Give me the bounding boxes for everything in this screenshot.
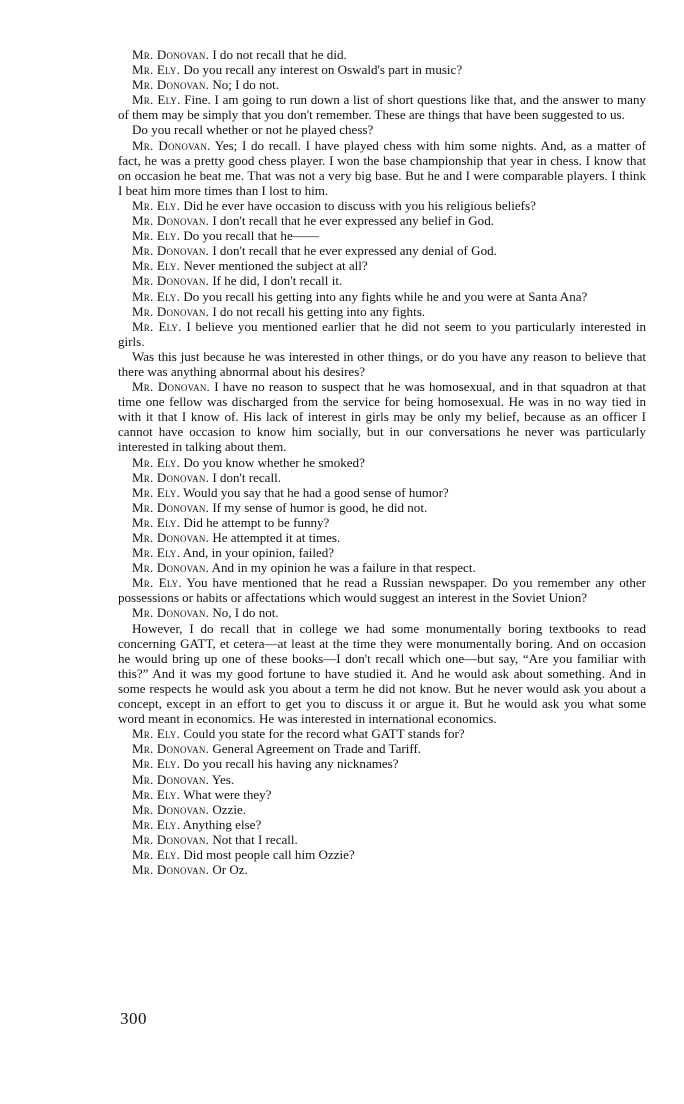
speaker-label: Mr. Donovan.	[132, 801, 210, 817]
transcript-paragraph	[118, 349, 646, 379]
transcript-paragraph	[118, 47, 646, 62]
paragraph-text: I don't recall.	[212, 469, 281, 485]
transcript-paragraph	[118, 741, 646, 756]
speaker-label: Mr. Ely.	[132, 318, 182, 334]
transcript-paragraph	[118, 756, 646, 771]
transcript-paragraph	[118, 77, 646, 92]
transcript-paragraph	[118, 138, 646, 198]
paragraph-text: I do not recall his getting into any fights.	[212, 303, 426, 319]
paragraph-text: I believe you mentioned earlier that he did not seem to you particularly interested in girls.	[118, 318, 646, 349]
transcript-paragraph	[118, 560, 646, 575]
transcript-paragraph	[118, 802, 646, 817]
paragraph-text: I don't recall that he ever expressed any denial of God.	[212, 243, 497, 259]
speaker-label: Mr. Ely.	[132, 484, 181, 500]
speaker-label: Mr. Ely.	[132, 62, 181, 78]
speaker-label: Mr. Donovan.	[132, 741, 210, 757]
transcript-paragraph	[118, 455, 646, 470]
transcript-paragraph	[118, 726, 646, 741]
speaker-label: Mr. Donovan.	[132, 530, 210, 545]
paragraph-text: Did he attempt to be funny?	[183, 514, 330, 530]
transcript-paragraph	[118, 258, 646, 273]
paragraph-text: Do you recall his having any nicknames?	[183, 756, 399, 772]
transcript-paragraph	[118, 817, 646, 832]
speaker-label: Mr. Ely.	[132, 786, 181, 802]
speaker-label: Mr. Donovan.	[132, 137, 211, 153]
paragraph-text: Never mentioned the subject at all?	[183, 258, 368, 274]
paragraph-text: And, in your opinion, failed?	[182, 545, 335, 561]
paragraph-text: What were they?	[183, 786, 272, 802]
speaker-label: Mr. Ely.	[132, 228, 181, 244]
paragraph-text: If my sense of humor is good, he did not.	[212, 499, 428, 515]
paragraph-text: Yes; I do recall. I have played chess with him some nights. And, as a matter of fact, he was a pretty good chess player. I won the base championship that year in chess. I know that on occasion he beat me. That was not a very big base. But he and I were comparable players. I think I beat him more times than I lost to him.	[118, 137, 647, 198]
paragraph-text: I don't recall that he ever expressed any belief in God.	[212, 213, 494, 229]
paragraph-text: And in my opinion he was a failure in that respect.	[211, 560, 476, 576]
paragraph-text: If he did, I don't recall it.	[212, 273, 343, 289]
speaker-label: Mr. Ely.	[132, 514, 181, 530]
transcript-paragraph	[118, 545, 646, 560]
transcript-paragraph	[118, 530, 646, 545]
paragraph-text: Could you state for the record what GATT stands for?	[183, 726, 465, 742]
speaker-label: Mr. Ely.	[132, 575, 182, 591]
transcript-paragraph	[118, 575, 646, 605]
speaker-label: Mr. Ely.	[132, 726, 181, 742]
paragraph-text: Was this just because he was interested in other things, or do you have any reason to believe that there was anything abnormal about his desires?	[118, 348, 646, 379]
paragraph-text: Would you say that he had a good sense of humor?	[183, 484, 449, 500]
speaker-label: Mr. Donovan.	[132, 499, 210, 515]
transcript-paragraph	[118, 304, 646, 319]
speaker-label: Mr. Donovan.	[132, 862, 210, 878]
transcript-paragraph	[118, 605, 646, 620]
speaker-label: Mr. Donovan.	[132, 243, 210, 259]
speaker-label: Mr. Donovan.	[132, 560, 210, 576]
paragraph-text: Do you recall his getting into any fights while he and you were at Santa Ana?	[183, 288, 588, 304]
speaker-label: Mr. Ely.	[132, 846, 181, 862]
transcript-paragraph	[118, 832, 646, 847]
speaker-label: Mr. Donovan.	[132, 303, 210, 319]
paragraph-text: Anything else?	[182, 816, 262, 832]
transcript-paragraph	[118, 847, 646, 862]
transcript-paragraph	[118, 787, 646, 802]
transcript-paragraph	[118, 228, 646, 243]
paragraph-text: I do not recall that he did.	[212, 47, 347, 62]
speaker-label: Mr. Donovan.	[132, 771, 210, 787]
transcript-paragraph	[118, 213, 646, 228]
paragraph-text: Did he ever have occasion to discuss with you his religious beliefs?	[183, 197, 536, 213]
paragraph-text: Fine. I am going to run down a list of short questions like that, and the answer to many of them may be simply that you don't remember. These are things that have been suggested to us.	[118, 92, 646, 123]
transcript-paragraph	[118, 485, 646, 500]
speaker-label: Mr. Ely.	[132, 545, 181, 561]
speaker-label: Mr. Ely.	[132, 258, 181, 274]
speaker-label: Mr. Donovan.	[132, 77, 210, 93]
transcript-paragraph	[118, 319, 646, 349]
transcript-paragraph	[118, 289, 646, 304]
transcript-paragraph	[118, 122, 646, 137]
speaker-label: Mr. Donovan.	[132, 831, 210, 847]
transcript-paragraph	[118, 379, 646, 454]
transcript-paragraph	[118, 198, 646, 213]
speaker-label: Mr. Donovan.	[132, 605, 210, 621]
paragraph-text: Or Oz.	[212, 862, 248, 878]
speaker-label: Mr. Donovan.	[132, 379, 211, 395]
paragraph-text: He attempted it at times.	[212, 530, 341, 545]
transcript-paragraph	[118, 621, 646, 727]
speaker-label: Mr. Ely.	[132, 92, 181, 108]
speaker-label: Mr. Donovan.	[132, 47, 210, 62]
transcript-paragraph	[118, 92, 646, 122]
paragraph-text: General Agreement on Trade and Tariff.	[212, 741, 422, 757]
paragraph-text: You have mentioned that he read a Russian newspaper. Do you remember any other possessions or habits or affectations which would suggest an interest in the Soviet Union?	[118, 575, 647, 606]
speaker-label: Mr. Ely.	[132, 756, 181, 772]
page-number: 300	[120, 1009, 147, 1028]
transcript-paragraph	[118, 772, 646, 787]
transcript-body	[118, 47, 646, 877]
paragraph-text: No, I do not.	[212, 605, 279, 621]
transcript-paragraph	[118, 500, 646, 515]
speaker-label: Mr. Ely.	[132, 288, 181, 304]
paragraph-text: Do you recall any interest on Oswald's part in music?	[183, 62, 463, 78]
speaker-label: Mr. Donovan.	[132, 213, 210, 229]
paragraph-text: Do you recall that he——	[183, 228, 319, 244]
paragraph-text: Do you recall whether or not he played chess?	[132, 122, 374, 138]
paragraph-text: Yes.	[211, 771, 235, 787]
transcript-paragraph	[118, 862, 646, 877]
transcript-paragraph	[118, 243, 646, 258]
speaker-label: Mr. Donovan.	[132, 469, 210, 485]
speaker-label: Mr. Ely.	[132, 816, 181, 832]
paragraph-text: No; I do not.	[212, 77, 280, 93]
speaker-label: Mr. Donovan.	[132, 273, 210, 289]
paragraph-text: However, I do recall that in college we had some monumentally boring textbooks to read concerning GATT, et cetera—at least at the time they were monumentally boring. And on occasion he would bring up one of these books—I don't recall which one—but say, “Are you familiar with this?” And it was my good fortune to have studied it. And he would ask about something. And in some respects he would ask you about a term he did not know. But he never would ask you about a concept, except in an effort to get you to discuss it or argue it. But he would ask you what some word meant in economics. He was interested in international economics.	[118, 620, 646, 727]
speaker-label: Mr. Ely.	[132, 197, 181, 213]
transcript-paragraph	[118, 470, 646, 485]
paragraph-text: Do you know whether he smoked?	[183, 454, 365, 470]
paragraph-text: I have no reason to suspect that he was homosexual, and in that squadron at that time one fellow was discharged from the service for being homosexual. He was in no way tied in with it that I know of. His lack of interest in girls may be only my belief, because as an officer I cannot have occasion to know him socially, but in our conversations he never was particularly interested in talking about them.	[118, 379, 646, 455]
speaker-label: Mr. Ely.	[132, 454, 181, 470]
paragraph-text: Did most people call him Ozzie?	[183, 846, 355, 862]
transcript-paragraph	[118, 62, 646, 77]
transcript-paragraph	[118, 515, 646, 530]
paragraph-text: Ozzie.	[212, 801, 247, 817]
paragraph-text: Not that I recall.	[212, 831, 298, 847]
transcript-paragraph	[118, 273, 646, 288]
